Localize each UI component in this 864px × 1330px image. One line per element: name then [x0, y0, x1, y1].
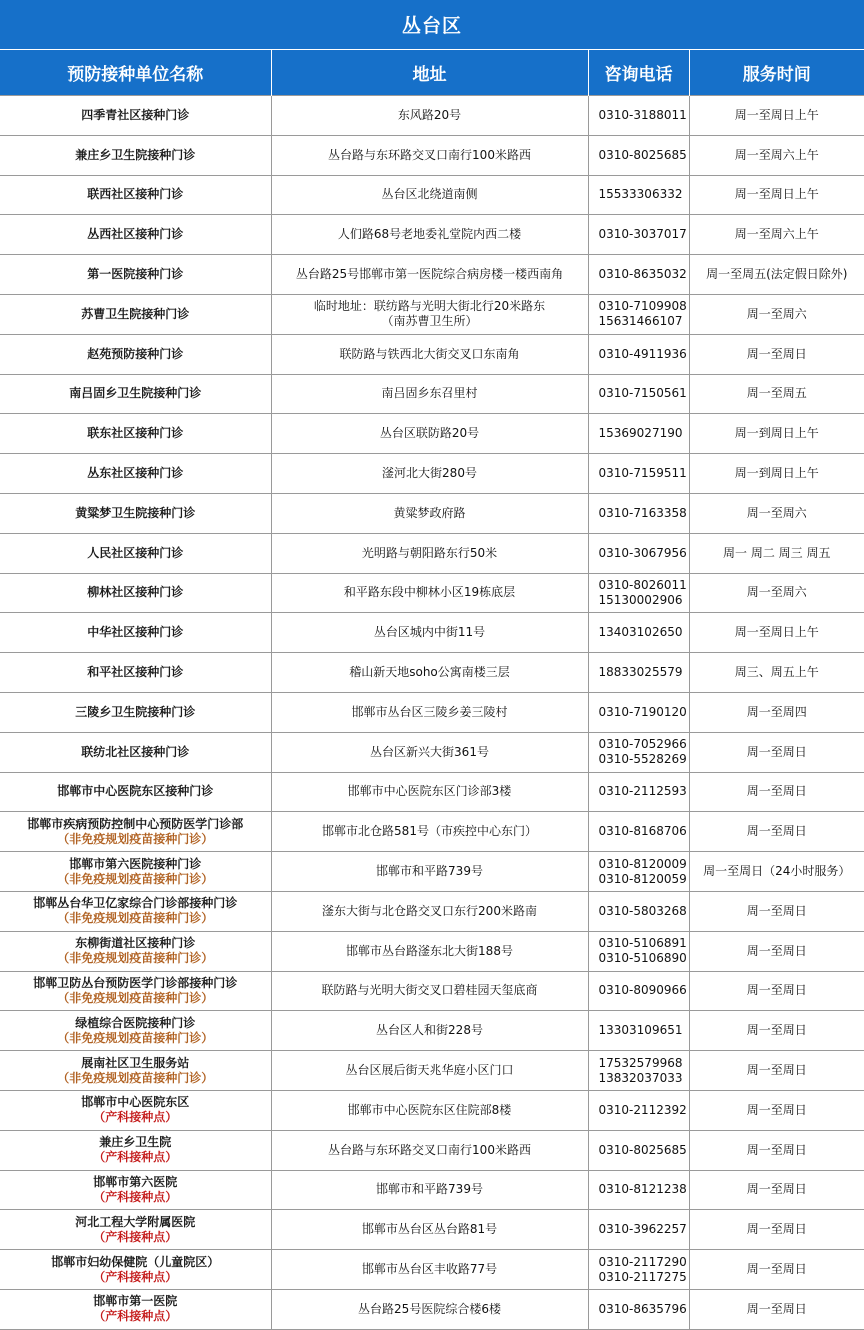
- address-cell: [271, 692, 588, 732]
- phone-cell: [588, 533, 689, 573]
- phone-cell: [588, 573, 689, 613]
- address-cell: [271, 454, 588, 494]
- address-cell: [271, 493, 588, 533]
- table-row: [0, 732, 864, 772]
- address-cell: [271, 772, 588, 812]
- unit-name-cell: [0, 1051, 271, 1091]
- phone-cell: [588, 374, 689, 414]
- unit-name: 苏曹卫生院接种门诊: [81, 306, 190, 321]
- header-phone: 咨询电话: [588, 50, 689, 96]
- service-hours-cell: 周一至周日上午: [689, 96, 864, 136]
- address-cell: [271, 533, 588, 573]
- phone-number: 0310-3037017: [598, 227, 687, 242]
- address-cell: [271, 1011, 588, 1051]
- service-hours-cell: 周一至周日: [689, 891, 864, 931]
- unit-name: 三陵乡卫生院接种门诊: [75, 704, 196, 719]
- address-line: 邯郸市中心医院东区住院部8楼: [347, 1102, 512, 1117]
- phone-cell: [588, 215, 689, 255]
- address-line: 邯郸市中心医院东区门诊部3楼: [347, 784, 512, 799]
- phone-cell: [588, 1090, 689, 1130]
- phone-number: 0310-3067956: [598, 545, 687, 560]
- address-line: 邯郸市和平路739号: [376, 1182, 483, 1197]
- phone-number: 0310-8168706: [598, 824, 687, 839]
- unit-name: 人民社区接种门诊: [87, 545, 184, 560]
- address-line: 滏河北大街280号: [382, 466, 477, 481]
- table-row: [0, 1090, 864, 1130]
- phone-number: 0310-8120059: [598, 871, 687, 886]
- unit-name-cell: [0, 732, 271, 772]
- service-hours-cell: 周一至周日: [689, 931, 864, 971]
- header-service-hours: 服务时间: [689, 50, 864, 96]
- address-cell: [271, 613, 588, 653]
- address-line: 联防路与光明大街交叉口碧桂园天玺底商: [321, 983, 538, 998]
- table-row: [0, 1170, 864, 1210]
- unit-name-cell: [0, 971, 271, 1011]
- phone-cell: [588, 454, 689, 494]
- service-hours-cell: 周一至周日: [689, 1250, 864, 1290]
- phone-number: 0310-5106891: [598, 936, 687, 951]
- table-row: [0, 454, 864, 494]
- address-line: 丛台区北绕道南侧: [381, 187, 478, 202]
- address-line: 南吕固乡东召里村: [381, 386, 478, 401]
- table-row: [0, 971, 864, 1011]
- address-cell: [271, 1130, 588, 1170]
- service-hours-cell: 周一至周日上午: [689, 175, 864, 215]
- table-row: [0, 613, 864, 653]
- address-line: 邯郸市丛台路滏东北大街188号: [346, 943, 513, 958]
- phone-cell: [588, 1051, 689, 1091]
- phone-cell: [588, 613, 689, 653]
- service-hours-cell: 周一至周日: [689, 1170, 864, 1210]
- service-hours-cell: 周一至周日: [689, 971, 864, 1011]
- phone-number: 0310-7150561: [598, 386, 687, 401]
- unit-name-cell: [0, 454, 271, 494]
- unit-name-cell: [0, 294, 271, 334]
- address-cell: [271, 135, 588, 175]
- address-line: （南苏曹卫生所）: [381, 314, 478, 329]
- service-hours-cell: 周一至周六: [689, 493, 864, 533]
- phone-number: 0310-8090966: [598, 983, 687, 998]
- unit-name-cell: [0, 255, 271, 295]
- phone-cell: [588, 812, 689, 852]
- address-line: 丛台区新兴大街361号: [370, 744, 489, 759]
- phone-number: 15130002906: [598, 592, 683, 607]
- address-cell: [271, 175, 588, 215]
- unit-note: （非免疫规划疫苗接种门诊）: [57, 871, 214, 886]
- unit-note: （产科接种点）: [93, 1150, 178, 1165]
- phone-cell: [588, 971, 689, 1011]
- phone-number: 0310-8121238: [598, 1182, 687, 1197]
- unit-name: 联东社区接种门诊: [87, 426, 184, 441]
- unit-name: 邯郸卫防丛台预防医学门诊部接种门诊: [33, 975, 238, 990]
- phone-cell: [588, 1170, 689, 1210]
- address-cell: [271, 215, 588, 255]
- address-cell: [271, 1090, 588, 1130]
- phone-number: 0310-5803268: [598, 903, 687, 918]
- phone-number: 0310-8026011: [598, 577, 687, 592]
- table-row: [0, 533, 864, 573]
- unit-name-cell: [0, 1090, 271, 1130]
- phone-cell: [588, 1130, 689, 1170]
- address-cell: [271, 852, 588, 892]
- address-cell: [271, 414, 588, 454]
- unit-name-cell: [0, 1170, 271, 1210]
- unit-note: （非免疫规划疫苗接种门诊）: [57, 1030, 214, 1045]
- address-cell: [271, 1170, 588, 1210]
- unit-name: 四季青社区接种门诊: [81, 107, 190, 122]
- unit-note: （非免疫规划疫苗接种门诊）: [57, 990, 214, 1005]
- unit-name: 赵苑预防接种门诊: [87, 346, 184, 361]
- unit-name: 邯郸市第六医院: [93, 1174, 178, 1189]
- phone-cell: [588, 891, 689, 931]
- service-hours-cell: 周一至周日: [689, 1210, 864, 1250]
- table-row: [0, 294, 864, 334]
- phone-cell: [588, 493, 689, 533]
- address-line: 东风路20号: [397, 107, 462, 122]
- address-cell: [271, 374, 588, 414]
- phone-number: 0310-2117290: [598, 1254, 687, 1269]
- phone-number: 0310-8635796: [598, 1301, 687, 1316]
- service-hours-cell: 周一至周日（24小时服务）: [689, 852, 864, 892]
- phone-cell: [588, 96, 689, 136]
- vaccination-clinics-table: [0, 50, 864, 1330]
- phone-cell: [588, 1210, 689, 1250]
- unit-name-cell: [0, 1289, 271, 1329]
- address-line: 邯郸市北仓路581号（市疾控中心东门）: [322, 824, 537, 839]
- service-hours-cell: 周一至周日: [689, 1011, 864, 1051]
- table-row: [0, 573, 864, 613]
- unit-name-cell: [0, 772, 271, 812]
- phone-number: 0310-5106890: [598, 951, 687, 966]
- phone-cell: [588, 653, 689, 693]
- phone-number: 18833025579: [598, 665, 683, 680]
- unit-name-cell: [0, 812, 271, 852]
- address-cell: [271, 1250, 588, 1290]
- phone-number: 0310-7052966: [598, 737, 687, 752]
- unit-name: 邯郸市中心医院东区: [81, 1095, 190, 1110]
- table-row: [0, 891, 864, 931]
- phone-number: 0310-8635032: [598, 267, 687, 282]
- phone-number: 13403102650: [598, 625, 683, 640]
- unit-name-cell: [0, 175, 271, 215]
- phone-cell: [588, 852, 689, 892]
- phone-cell: [588, 732, 689, 772]
- unit-name: 展南社区卫生服务站: [81, 1055, 190, 1070]
- unit-name: 邯郸丛台华卫亿家综合门诊部接种门诊: [33, 896, 238, 911]
- phone-number: 0310-7190120: [598, 704, 687, 719]
- unit-name: 联纺北社区接种门诊: [81, 744, 190, 759]
- unit-name-cell: [0, 692, 271, 732]
- table-row: [0, 414, 864, 454]
- phone-number: 0310-7109908: [598, 299, 687, 314]
- address-cell: [271, 255, 588, 295]
- service-hours-cell: 周一至周日: [689, 1090, 864, 1130]
- service-hours-cell: 周一至周日: [689, 772, 864, 812]
- unit-name: 河北工程大学附属医院: [75, 1214, 196, 1229]
- unit-name: 丛西社区接种门诊: [87, 227, 184, 242]
- address-line: 稽山新天地soho公寓南楼三层: [349, 665, 510, 680]
- unit-name: 东柳街道社区接种门诊: [75, 936, 196, 951]
- phone-number: 0310-7159511: [598, 466, 687, 481]
- address-line: 邯郸市丛台区丰收路77号: [361, 1262, 498, 1276]
- header-address: 地址: [271, 50, 588, 96]
- address-line: 邯郸市和平路739号: [376, 864, 483, 879]
- phone-cell: [588, 1011, 689, 1051]
- table-row: [0, 692, 864, 732]
- address-line: 丛台路与东环路交叉口南行100米路西: [328, 1142, 531, 1157]
- phone-number: 0310-4911936: [598, 346, 687, 361]
- table-row: [0, 931, 864, 971]
- phone-cell: [588, 772, 689, 812]
- unit-name: 南吕固乡卫生院接种门诊: [69, 386, 202, 401]
- address-cell: [271, 1051, 588, 1091]
- unit-name: 和平社区接种门诊: [87, 665, 184, 680]
- unit-note: （非免疫规划疫苗接种门诊）: [57, 951, 214, 966]
- service-hours-cell: 周一 周二 周三 周五: [689, 533, 864, 573]
- unit-name-cell: [0, 573, 271, 613]
- unit-name: 联西社区接种门诊: [87, 187, 184, 202]
- table-row: [0, 852, 864, 892]
- unit-note: （产科接种点）: [93, 1269, 178, 1284]
- unit-name-cell: [0, 135, 271, 175]
- table-row: [0, 215, 864, 255]
- unit-name-cell: [0, 533, 271, 573]
- unit-name-cell: [0, 215, 271, 255]
- address-line: 和平路东段中柳林小区19栋底层: [343, 585, 516, 600]
- phone-number: 0310-3188011: [598, 107, 687, 122]
- table-row: [0, 493, 864, 533]
- phone-cell: [588, 255, 689, 295]
- table-row: [0, 255, 864, 295]
- unit-name: 第一医院接种门诊: [87, 267, 184, 282]
- unit-name: 邯郸市中心医院东区接种门诊: [57, 784, 214, 799]
- unit-note: （非免疫规划疫苗接种门诊）: [57, 1070, 214, 1085]
- service-hours-cell: 周一至周四: [689, 692, 864, 732]
- address-line: 丛台区人和街228号: [376, 1023, 483, 1038]
- address-line: 联防路与铁西北大街交叉口东南角: [339, 346, 520, 361]
- unit-name-cell: [0, 1011, 271, 1051]
- address-cell: [271, 96, 588, 136]
- unit-note: （产科接种点）: [93, 1309, 178, 1324]
- phone-cell: [588, 334, 689, 374]
- phone-number: 17532579968: [598, 1055, 683, 1070]
- address-line: 黄粱梦政府路: [393, 505, 466, 520]
- phone-number: 15631466107: [598, 314, 683, 329]
- service-hours-cell: 周一至周日: [689, 1130, 864, 1170]
- table-row: [0, 1289, 864, 1329]
- service-hours-cell: 周一至周六: [689, 573, 864, 613]
- phone-number: 0310-8025685: [598, 1142, 687, 1157]
- address-line: 滏东大街与北仓路交叉口东行200米路南: [322, 903, 537, 918]
- unit-name: 兼庄乡卫生院接种门诊: [75, 147, 196, 162]
- unit-name-cell: [0, 931, 271, 971]
- service-hours-cell: 周一到周日上午: [689, 414, 864, 454]
- unit-name-cell: [0, 852, 271, 892]
- service-hours-cell: 周三、周五上午: [689, 653, 864, 693]
- service-hours-cell: 周一至周日上午: [689, 613, 864, 653]
- unit-name: 丛东社区接种门诊: [87, 466, 184, 481]
- service-hours-cell: 周一到周日上午: [689, 454, 864, 494]
- table-row: [0, 1130, 864, 1170]
- unit-name-cell: [0, 334, 271, 374]
- table-row: [0, 135, 864, 175]
- unit-name: 兼庄乡卫生院: [99, 1135, 172, 1150]
- service-hours-cell: 周一至周日: [689, 812, 864, 852]
- address-line: 丛台区展后街天兆华庭小区门口: [345, 1063, 514, 1078]
- phone-cell: [588, 1250, 689, 1290]
- table-row: [0, 653, 864, 693]
- address-line: 人们路68号老地委礼堂院内西二楼: [337, 227, 522, 242]
- address-line: 丛台区城内中街11号: [373, 625, 486, 640]
- unit-name-cell: [0, 891, 271, 931]
- unit-name-cell: [0, 1250, 271, 1290]
- service-hours-cell: 周一至周五: [689, 374, 864, 414]
- phone-cell: [588, 1289, 689, 1329]
- service-hours-cell: 周一至周六上午: [689, 135, 864, 175]
- unit-name-cell: [0, 414, 271, 454]
- phone-cell: [588, 931, 689, 971]
- address-cell: [271, 732, 588, 772]
- address-cell: [271, 931, 588, 971]
- phone-number: 0310-2117275: [598, 1269, 687, 1284]
- address-cell: [271, 334, 588, 374]
- unit-name: 中华社区接种门诊: [87, 625, 184, 640]
- unit-name-cell: [0, 493, 271, 533]
- unit-note: （产科接种点）: [93, 1110, 178, 1125]
- unit-name: 邯郸市妇幼保健院（儿童院区）: [51, 1254, 220, 1269]
- phone-number: 15533306332: [598, 187, 683, 202]
- unit-note: （产科接种点）: [93, 1189, 178, 1204]
- table-row: [0, 334, 864, 374]
- address-line: 丛台路与东环路交叉口南行100米路西: [328, 147, 531, 162]
- table-header-row: [0, 50, 864, 96]
- phone-number: 0310-2112593: [598, 784, 687, 799]
- address-line: 临时地址：联纺路与光明大街北行20米路东: [313, 299, 546, 314]
- address-cell: [271, 294, 588, 334]
- unit-name: 黄粱梦卫生院接种门诊: [75, 505, 196, 520]
- unit-name: 绿植综合医院接种门诊: [75, 1015, 196, 1030]
- address-cell: [271, 971, 588, 1011]
- unit-name: 柳林社区接种门诊: [87, 585, 184, 600]
- unit-name: 邯郸市第一医院: [93, 1294, 178, 1309]
- table-row: [0, 374, 864, 414]
- unit-name-cell: [0, 96, 271, 136]
- address-cell: [271, 1289, 588, 1329]
- service-hours-cell: 周一至周五(法定假日除外): [689, 255, 864, 295]
- phone-cell: [588, 414, 689, 454]
- address-cell: [271, 573, 588, 613]
- phone-cell: [588, 135, 689, 175]
- service-hours-cell: 周一至周日: [689, 1289, 864, 1329]
- address-cell: [271, 653, 588, 693]
- address-line: 邯郸市丛台区三陵乡姜三陵村: [351, 704, 508, 719]
- unit-name-cell: [0, 1210, 271, 1250]
- unit-name-cell: [0, 653, 271, 693]
- address-line: 丛台路25号邯郸市第一医院综合病房楼一楼西南角: [295, 267, 564, 282]
- phone-number: 0310-8120009: [598, 856, 687, 871]
- unit-note: （非免疫规划疫苗接种门诊）: [57, 831, 214, 846]
- service-hours-cell: 周一至周六上午: [689, 215, 864, 255]
- unit-note: （产科接种点）: [93, 1229, 178, 1244]
- table-row: [0, 1051, 864, 1091]
- phone-number: 0310-3962257: [598, 1222, 687, 1237]
- unit-note: （非免疫规划疫苗接种门诊）: [57, 911, 214, 926]
- phone-number: 15369027190: [598, 426, 683, 441]
- phone-number: 13303109651: [598, 1023, 683, 1038]
- service-hours-cell: 周一至周日: [689, 1051, 864, 1091]
- table-body: [0, 96, 864, 1330]
- table-row: [0, 96, 864, 136]
- table-row: [0, 1011, 864, 1051]
- unit-name-cell: [0, 374, 271, 414]
- phone-cell: [588, 175, 689, 215]
- phone-cell: [588, 294, 689, 334]
- table-row: [0, 175, 864, 215]
- table-row: [0, 772, 864, 812]
- unit-name: 邯郸市疾病预防控制中心预防医学门诊部: [27, 816, 244, 831]
- district-title: 丛台区: [0, 0, 864, 50]
- phone-number: 0310-5528269: [598, 752, 687, 767]
- phone-number: 0310-8025685: [598, 147, 687, 162]
- service-hours-cell: 周一至周六: [689, 294, 864, 334]
- address-line: 邯郸市丛台区丛台路81号: [361, 1222, 498, 1237]
- address-cell: [271, 891, 588, 931]
- address-line: 光明路与朝阳路东行50米: [361, 545, 498, 560]
- service-hours-cell: 周一至周日: [689, 732, 864, 772]
- address-cell: [271, 1210, 588, 1250]
- unit-name-cell: [0, 1130, 271, 1170]
- service-hours-cell: 周一至周日: [689, 334, 864, 374]
- phone-number: 13832037033: [598, 1070, 683, 1085]
- unit-name: 邯郸市第六医院接种门诊: [69, 856, 202, 871]
- phone-cell: [588, 692, 689, 732]
- table-row: [0, 1210, 864, 1250]
- address-line: 丛台路25号医院综合楼6楼: [358, 1301, 501, 1316]
- phone-number: 0310-2112392: [598, 1102, 687, 1117]
- table-row: [0, 1250, 864, 1290]
- address-cell: [271, 812, 588, 852]
- phone-number: 0310-7163358: [598, 505, 687, 520]
- table-row: [0, 812, 864, 852]
- unit-name-cell: [0, 613, 271, 653]
- address-line: 丛台区联防路20号: [379, 426, 480, 441]
- header-unit-name: 预防接种单位名称: [0, 50, 271, 96]
